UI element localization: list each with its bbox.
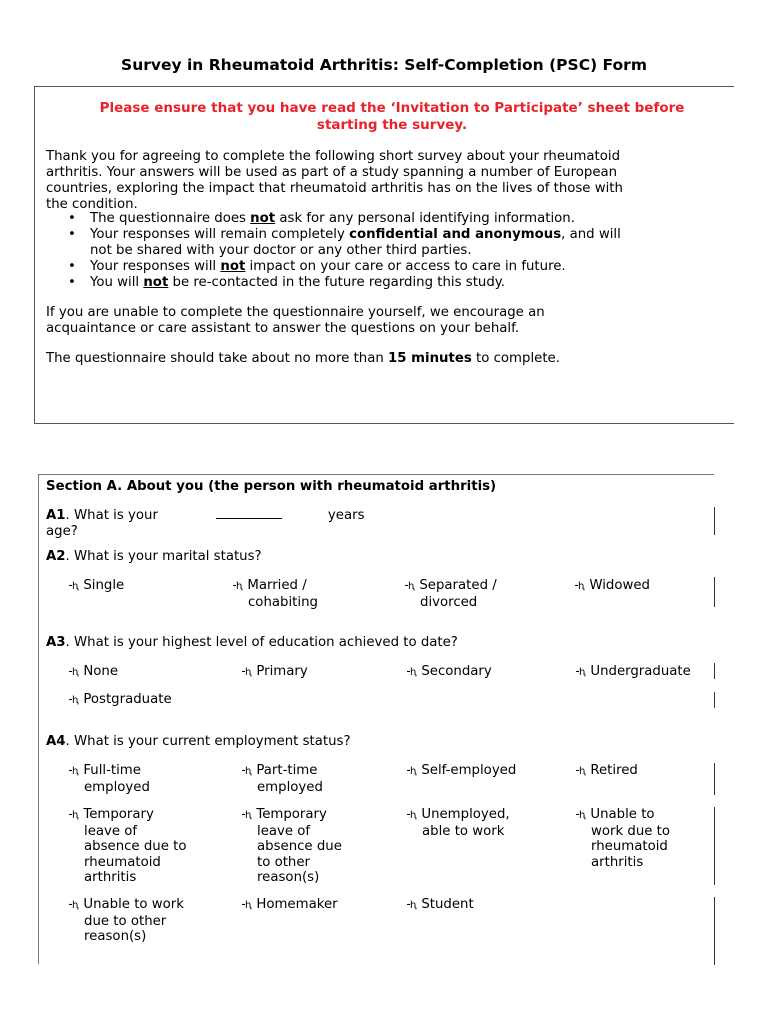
checkbox-icon: ⁃ⱨ xyxy=(241,900,251,911)
checkbox-icon: ⁃ⱨ xyxy=(241,766,251,777)
option-married[interactable]: ⁃ⱨ Married / cohabiting xyxy=(232,578,318,610)
checkbox-icon: ⁃ⱨ xyxy=(406,766,416,777)
checkbox-icon: ⁃ⱨ xyxy=(574,581,584,592)
option-full-time[interactable]: ⁃ⱨ Full-time employed xyxy=(68,763,150,795)
text-line: countries, exploring the impact that rheumatoid arthritis has on the lives of those with xyxy=(46,181,623,196)
bullet-item: • The questionnaire does not ask for any personal identifying information. xyxy=(46,211,716,227)
row-border xyxy=(714,692,715,708)
assist-paragraph xyxy=(46,305,716,337)
option-retired[interactable]: ⁃ⱨ Retired xyxy=(575,763,638,778)
option-single[interactable]: ⁃ⱨ Single xyxy=(68,578,125,593)
option-homemaker[interactable]: ⁃ⱨ Homemaker xyxy=(241,897,338,912)
row-border xyxy=(714,507,715,535)
option-separated[interactable]: ⁃ⱨ Separated / divorced xyxy=(404,578,497,610)
option-none[interactable]: ⁃ⱨ None xyxy=(68,664,119,679)
question-a2: A2. What is your marital status? xyxy=(46,549,262,564)
section-a xyxy=(38,474,714,964)
checkbox-icon: ⁃ⱨ xyxy=(68,810,78,821)
checkbox-icon: ⁃ⱨ xyxy=(406,810,416,821)
option-temp-leave-other[interactable]: ⁃ⱨ Temporary leave of absence due to other reason(s) xyxy=(241,807,342,885)
option-unemployed[interactable]: ⁃ⱨ Unemployed, able to work xyxy=(406,807,510,839)
option-part-time[interactable]: ⁃ⱨ Part-time employed xyxy=(241,763,323,795)
option-secondary[interactable]: ⁃ⱨ Secondary xyxy=(406,664,492,679)
intro-box xyxy=(34,86,734,424)
option-temp-leave-ra[interactable]: ⁃ⱨ Temporary leave of absence due to rheumatoid arthritis xyxy=(68,807,187,885)
row-border xyxy=(714,897,715,965)
age-input[interactable] xyxy=(216,506,282,519)
bullet-item: • You will not be re-contacted in the future regarding this study. xyxy=(46,275,716,291)
option-self-employed[interactable]: ⁃ⱨ Self-employed xyxy=(406,763,517,778)
text-line: acquaintance or care assistant to answer the questions on your behalf. xyxy=(46,321,520,336)
notice-line: Please ensure that you have read the ‘Invitation to Participate’ sheet before xyxy=(99,100,685,116)
checkbox-icon: ⁃ⱨ xyxy=(68,900,78,911)
notice-line: starting the survey. xyxy=(316,117,468,133)
notice-text xyxy=(47,100,737,134)
option-widowed[interactable]: ⁃ⱨ Widowed xyxy=(574,578,650,593)
bullet-item: • Your responses will not impact on your care or access to care in future. xyxy=(46,259,716,275)
row-border xyxy=(714,763,715,795)
text-line: If you are unable to complete the questionnaire yourself, we encourage an xyxy=(46,305,545,320)
row-border xyxy=(714,577,715,607)
option-unable-ra[interactable]: ⁃ⱨ Unable to work due to rheumatoid arthritis xyxy=(575,807,671,870)
form-title: Survey in Rheumatoid Arthritis: Self-Completion (PSC) Form xyxy=(121,56,647,74)
text-line: arthritis. Your answers will be used as part of a study spanning a number of European xyxy=(46,165,618,180)
row-border xyxy=(714,807,715,885)
checkbox-icon: ⁃ⱨ xyxy=(241,667,251,678)
checkbox-icon: ⁃ⱨ xyxy=(68,581,78,592)
bullet-item: • Your responses will remain completely confidential and anonymous, and will not be shared with your doctor or any other third parties. xyxy=(46,227,716,259)
question-a1: A1. What is your years age? xyxy=(46,508,365,539)
checkbox-icon: ⁃ⱨ xyxy=(232,581,242,592)
checkbox-icon: ⁃ⱨ xyxy=(68,766,78,777)
checkbox-icon: ⁃ⱨ xyxy=(404,581,414,592)
option-student[interactable]: ⁃ⱨ Student xyxy=(406,897,474,912)
option-unable-other[interactable]: ⁃ⱨ Unable to work due to other reason(s) xyxy=(68,897,184,944)
checkbox-icon: ⁃ⱨ xyxy=(575,810,585,821)
option-undergraduate[interactable]: ⁃ⱨ Undergraduate xyxy=(575,664,691,679)
section-title: Section A. About you (the person with rheumatoid arthritis) xyxy=(46,479,497,494)
option-primary[interactable]: ⁃ⱨ Primary xyxy=(241,664,308,679)
question-a3: A3. What is your highest level of education achieved to date? xyxy=(46,635,458,650)
intro-paragraph xyxy=(46,149,716,213)
text-line: the condition. xyxy=(46,197,138,212)
info-bullets xyxy=(46,211,716,291)
checkbox-icon: ⁃ⱨ xyxy=(68,695,78,706)
option-postgraduate[interactable]: ⁃ⱨ Postgraduate xyxy=(68,692,172,707)
checkbox-icon: ⁃ⱨ xyxy=(68,667,78,678)
checkbox-icon: ⁃ⱨ xyxy=(575,766,585,777)
text-line: Thank you for agreeing to complete the following short survey about your rheumatoid xyxy=(46,149,621,164)
checkbox-icon: ⁃ⱨ xyxy=(575,667,585,678)
row-border xyxy=(714,663,715,679)
question-a4: A4. What is your current employment status? xyxy=(46,734,351,749)
checkbox-icon: ⁃ⱨ xyxy=(406,667,416,678)
checkbox-icon: ⁃ⱨ xyxy=(406,900,416,911)
duration-paragraph: The questionnaire should take about no more than 15 minutes to complete. xyxy=(46,351,560,366)
checkbox-icon: ⁃ⱨ xyxy=(241,810,251,821)
